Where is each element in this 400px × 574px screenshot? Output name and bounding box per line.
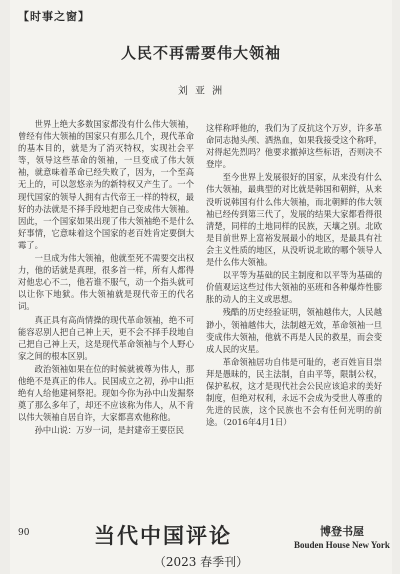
magazine-page bbox=[10, 0, 392, 574]
body-paragraph: 以平等为基础的民主制度和以平等为基础的价值观运这些过伟大领袖的巫班和各种爆炸性膨胀的动人的主义或思想。 bbox=[206, 270, 382, 305]
body-paragraph: 真正具有高尚情操的现代革命领袖，绝不可能容忍别人把自己神上天，更不会不择手段地自己把自己神上天，这是现代革命领袖与个人野心家之间的根本区别。 bbox=[18, 314, 194, 361]
body-column-right bbox=[206, 122, 382, 534]
body-paragraph: 残酷的历史经验证明，领袖越伟大，人民越渺小，领袖越伟大，法制越无效，革命领袖一旦变成伟大领袖，他就不再是人民的救星，而会变成人民的灾星。 bbox=[206, 307, 382, 354]
body-paragraph: 这样称呼他的，我们为了反抗这个万岁，许多革命同志抛头颅、洒热血，如果我接受这个称呼，对得起先烈吗？他要求撤掉这些标语，否则决不登岸。 bbox=[206, 123, 382, 170]
publisher-name-cn: 博登书屋 bbox=[320, 525, 364, 538]
edition-label: （2023 春季刊） bbox=[153, 555, 249, 569]
body-paragraph: 世界上绝大多数国家都没有什么伟大领袖，曾经有伟大领袖的国家只有那么几个，现代革命的基本目的，就是为了消灭特权，实现社会平等，领导这些革命的领袖，一旦变成了伟大领袖，就意味着革命已经失败了，因为，一个至高无上的，可以忽悠亲为的新特权又产生了。一个现代国家的领导人拥有古代帝王一样的特权，最好的办法就是不择手段地把自己变成伟大领袖。因此，一个国家如果出现了伟大领袖绝不是什么好事情，它意味着这个国家的老百姓肯定要倒大霉了。 bbox=[18, 119, 194, 250]
page-number: 90 bbox=[18, 528, 30, 538]
body-paragraph: 孙中山说：万岁一词，是封建帝王要臣民 bbox=[34, 425, 184, 436]
publisher-name-en: Bouden House New York bbox=[294, 540, 390, 550]
body-paragraph: 政治领袖如果在位的时候就被尊为伟人，那他绝不是真正的伟人。民国成立之初，孙中山拒绝有人给他建祠祭祀。现如今你为孙中山发掘祭奠了那么多年了，却还不应该称为伟人，从不肯以伟大领袖自居自许，大家都喜欢他称他。 bbox=[18, 363, 194, 423]
body-column-left bbox=[18, 118, 194, 538]
body-paragraph: 革命领袖居功自伟是可耻的，老百姓盲目崇拜是愚昧的，民主法制，自由平等，限制公权，保护私权，这才是现代社会公民应该追求的美好制度，但绝对权利，永远不会成为受世人尊重的先进的民族，这个民族也不会有任何光明的前途。（2016年4月1日） bbox=[206, 356, 382, 428]
body-paragraph: 至今世界上发展很好的国家，从来没有什么伟大领袖，最典型的对比就是韩国和朝鲜，从来没听说韩国有什么伟大领袖，而北朝鲜的伟大领袖已经传到第三代了，发展的结果大家都看得很清楚，同样的土地同样的民族，天壤之别。北欧是目前世界上富裕发展最小的地区，是最具有社会主义性质的地区，从没听说北欧的哪个领导人是什么伟大领袖。 bbox=[206, 172, 382, 268]
magazine-title: 当代中国评论 bbox=[94, 524, 232, 548]
body-paragraph: 一旦成为伟大领袖，他就至死不需要交出权力，他的话就是真理，很多首一样，所有人都得对他忠心不二，他若谁不服气，动一个指头就可以让你下地狱。伟大领袖就是现代帝王的代名词。 bbox=[18, 253, 194, 312]
author-name: 刘 亚 洲 bbox=[177, 86, 225, 97]
column-tag: 【时事之窗】 bbox=[18, 10, 90, 23]
article-title: 人民不再需要伟大领袖 bbox=[120, 44, 281, 62]
